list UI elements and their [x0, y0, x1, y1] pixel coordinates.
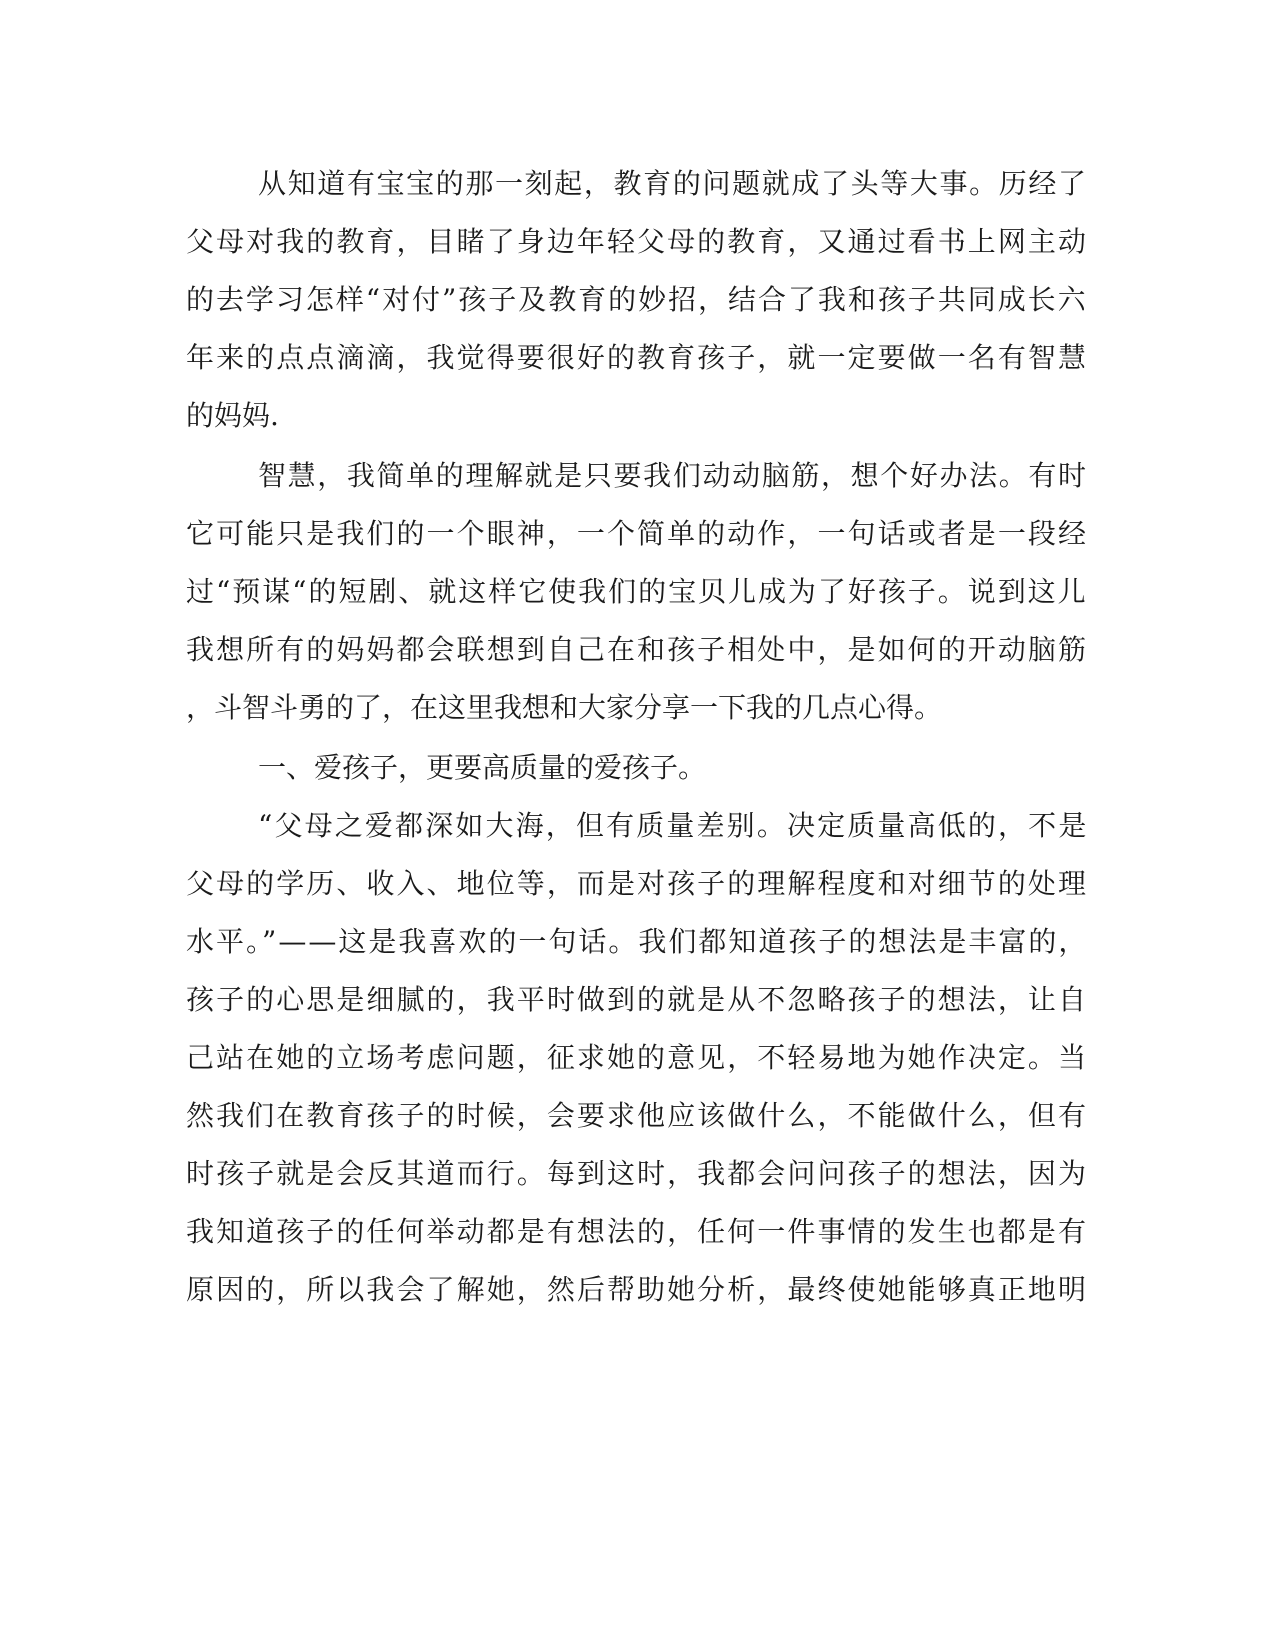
paragraph-2-line-4: 我想所有的妈妈都会联想到自己在和孩子相处中，是如何的开动脑筋 — [186, 633, 1089, 666]
paragraph-3-line-6: 然我们在教育孩子的时候，会要求他应该做什么，不能做什么，但有 — [186, 1099, 1089, 1132]
section-heading-1: 一、爱孩子，更要高质量的爱孩子。 — [258, 751, 707, 784]
paragraph-1-line-4: 年来的点点滴滴，我觉得要很好的教育孩子，就一定要做一名有智慧 — [186, 341, 1089, 374]
paragraph-3-line-5: 己站在她的立场考虑问题，征求她的意见，不轻易地为她作决定。当 — [186, 1041, 1089, 1074]
paragraph-1-line-1: 从知道有宝宝的那一刻起，教育的问题就成了头等大事。历经了 — [258, 167, 1088, 200]
paragraph-3-line-2: 父母的学历、收入、地位等，而是对孩子的理解程度和对细节的处理 — [186, 867, 1089, 900]
paragraph-1-line-5: 的妈妈. — [186, 399, 279, 432]
paragraph-3-line-9: 原因的，所以我会了解她，然后帮助她分析，最终使她能够真正地明 — [186, 1273, 1089, 1306]
paragraph-3-line-1: “父母之爱都深如大海，但有质量差别。决定质量高低的，不是 — [258, 809, 1089, 842]
paragraph-2-line-3: 过“预谋“的短剧、就这样它使我们的宝贝儿成为了好孩子。说到这儿 — [186, 575, 1088, 608]
paragraph-2-line-5: ，斗智斗勇的了，在这里我想和大家分享一下我的几点心得。 — [186, 691, 943, 724]
paragraph-2-line-1: 智慧，我简单的理解就是只要我们动动脑筋，想个好办法。有时 — [258, 459, 1088, 492]
paragraph-3-line-4: 孩子的心思是细腻的，我平时做到的就是从不忽略孩子的想法，让自 — [186, 983, 1089, 1016]
paragraph-3-line-8: 我知道孩子的任何举动都是有想法的，任何一件事情的发生也都是有 — [186, 1215, 1089, 1248]
paragraph-1-line-2: 父母对我的教育，目睹了身边年轻父母的教育，又通过看书上网主动 — [186, 225, 1089, 258]
paragraph-1-line-3: 的去学习怎样“对付”孩子及教育的妙招，结合了我和孩子共同成长六 — [186, 283, 1088, 316]
paragraph-3-line-7: 时孩子就是会反其道而行。每到这时，我都会问问孩子的想法，因为 — [186, 1157, 1089, 1190]
paragraph-3-line-3: 水平。”——这是我喜欢的一句话。我们都知道孩子的想法是丰富的， — [186, 925, 1089, 958]
paragraph-2-line-2: 它可能只是我们的一个眼神，一个简单的动作，一句话或者是一段经 — [186, 517, 1089, 550]
